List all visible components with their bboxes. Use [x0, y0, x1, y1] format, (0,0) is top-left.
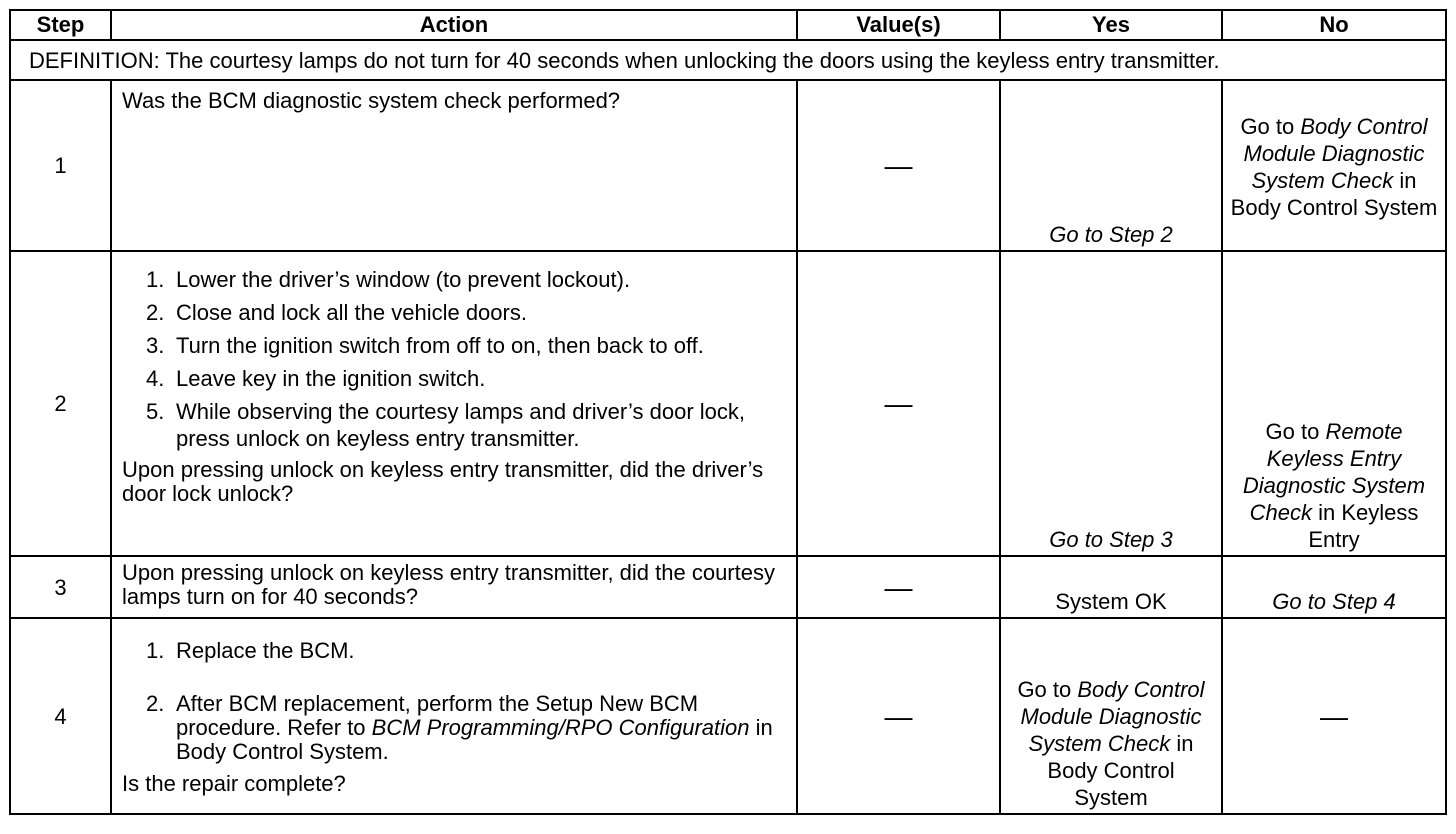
- yes-prefix: Go to: [1017, 677, 1072, 702]
- table-row: [10, 251, 1446, 556]
- step-number: 1: [10, 80, 111, 251]
- header-values: Value(s): [797, 10, 1000, 40]
- item-number: 2.: [146, 691, 165, 716]
- list-item: [146, 637, 788, 664]
- action-cell: [111, 251, 797, 556]
- value-cell: —: [797, 80, 1000, 251]
- yes-link[interactable]: Go to Step 2: [1049, 222, 1173, 247]
- yes-link[interactable]: Body Control Module Diagnostic System Check: [1020, 677, 1205, 756]
- header-yes: Yes: [1000, 10, 1222, 40]
- action-question: Upon pressing unlock on keyless entry transmitter, did the courtesy lamps turn on for 40 seconds?: [122, 560, 775, 609]
- no-prefix: Go to: [1240, 113, 1295, 139]
- action-question: Was the BCM diagnostic system check performed?: [122, 88, 621, 113]
- list-item: [146, 299, 788, 326]
- value-cell: —: [797, 556, 1000, 618]
- item-number: 1.: [146, 638, 165, 663]
- item-number: 1.: [146, 267, 165, 292]
- action-cell: [111, 556, 797, 618]
- list-item: [146, 365, 788, 392]
- step-number: 4: [10, 618, 111, 814]
- item-text: [176, 692, 788, 764]
- yes-cell: [1000, 251, 1222, 556]
- item-text: Turn the ignition switch from off to on, then back to off.: [176, 333, 704, 358]
- definition-text: DEFINITION: The courtesy lamps do not turn for 40 seconds when unlocking the doors using the keyless entry transmitter.: [10, 40, 1446, 80]
- table-row: [10, 80, 1446, 251]
- value-cell: —: [797, 251, 1000, 556]
- table-row: [10, 618, 1446, 814]
- no-cell: —: [1222, 618, 1446, 814]
- definition-row: [10, 40, 1446, 80]
- item-text: Leave key in the ignition switch.: [176, 366, 486, 391]
- item-text: Close and lock all the vehicle doors.: [176, 300, 527, 325]
- action-question: Upon pressing unlock on keyless entry transmitter, did the driver’s door lock unlock?: [122, 457, 764, 506]
- item-number: 4.: [146, 366, 165, 391]
- instruction-list: [122, 266, 788, 452]
- yes-cell: System OK: [1000, 556, 1222, 618]
- item-link[interactable]: BCM Programming/RPO Configuration: [371, 715, 750, 740]
- list-item: [146, 266, 788, 293]
- action-question: Is the repair complete?: [122, 771, 346, 796]
- item-text: While observing the courtesy lamps and driver’s door lock, press unlock on keyless entry transmitter.: [176, 399, 746, 451]
- item-number: 3.: [146, 333, 165, 358]
- item-number: 2.: [146, 300, 165, 325]
- no-suffix: in Body Control System: [1230, 167, 1438, 220]
- no-link[interactable]: Go to Step 4: [1272, 589, 1396, 614]
- action-cell: [111, 80, 797, 251]
- instruction-list: [122, 637, 788, 764]
- step-number: 2: [10, 251, 111, 556]
- yes-cell: [1000, 618, 1222, 814]
- item-text: Lower the driver’s window (to prevent lockout).: [176, 267, 631, 292]
- list-item: [146, 398, 788, 452]
- header-step: Step: [10, 10, 111, 40]
- item-text-suffix: in Body Control System.: [176, 715, 773, 764]
- diagnostic-table: [9, 9, 1447, 815]
- value-cell: —: [797, 618, 1000, 814]
- no-cell: [1222, 80, 1446, 251]
- step-number: 3: [10, 556, 111, 618]
- no-cell: [1222, 251, 1446, 556]
- header-no: No: [1222, 10, 1446, 40]
- no-cell: [1222, 556, 1446, 618]
- yes-cell: [1000, 80, 1222, 251]
- list-item: [146, 332, 788, 359]
- yes-link[interactable]: Go to Step 3: [1049, 527, 1173, 552]
- list-item: [146, 692, 788, 764]
- item-number: 5.: [146, 399, 165, 424]
- yes-suffix: in Body Control System: [1047, 731, 1194, 810]
- no-link[interactable]: Remote Keyless Entry Diagnostic System Check: [1242, 419, 1426, 525]
- item-text-prefix: After BCM replacement, perform the Setup New BCM procedure. Refer to: [176, 691, 699, 740]
- item-text: Replace the BCM.: [176, 638, 355, 663]
- no-prefix: Go to: [1265, 419, 1320, 444]
- action-cell: [111, 618, 797, 814]
- header-row: [10, 10, 1446, 40]
- table-row: [10, 556, 1446, 618]
- no-suffix: in Keyless Entry: [1308, 500, 1419, 552]
- header-action: Action: [111, 10, 797, 40]
- no-link[interactable]: Body Control Module Diagnostic System Check: [1243, 113, 1428, 193]
